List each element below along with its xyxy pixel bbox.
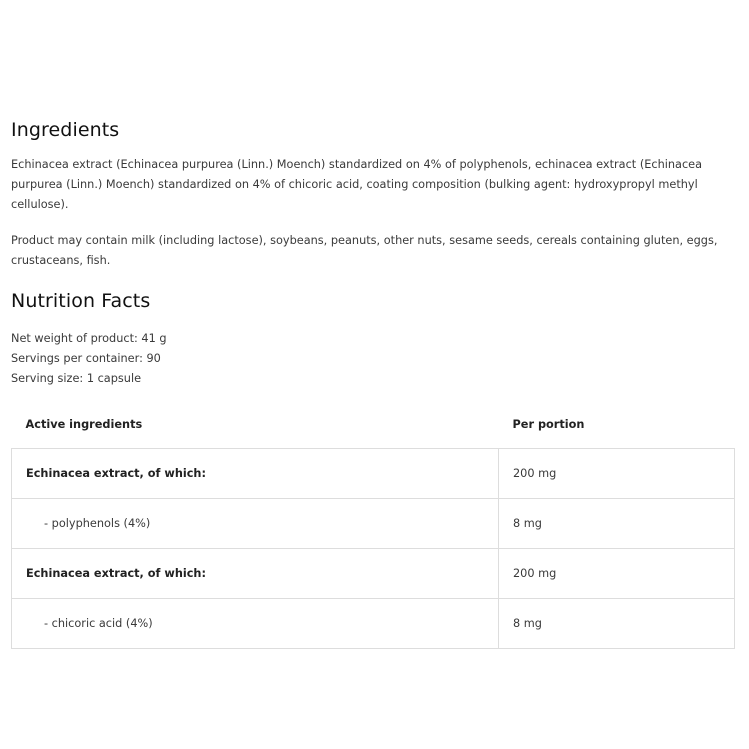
ingredients-heading: Ingredients — [11, 119, 120, 141]
ingredient-amount: 200 mg — [499, 549, 735, 599]
ingredient-name: - polyphenols (4%) — [12, 499, 499, 549]
table-header-row — [12, 400, 735, 449]
nutrition-facts-list — [11, 329, 734, 389]
table-row — [12, 499, 735, 549]
ingredient-name: Echinacea extract, of which: — [12, 549, 499, 599]
ingredient-amount: 8 mg — [499, 499, 735, 549]
servings-per-container: Servings per container: 90 — [11, 352, 161, 365]
nutrition-table — [11, 400, 735, 649]
ingredient-amount: 8 mg — [499, 599, 735, 649]
allergens-text: Product may contain milk (including lactose), soybeans, peanuts, other nuts, sesame seeds, cereals containing gluten, eggs, crustaceans, fish. — [11, 234, 718, 267]
nutrition-heading: Nutrition Facts — [11, 290, 151, 312]
column-header-per-portion: Per portion — [512, 417, 585, 431]
ingredient-name: Echinacea extract, of which: — [12, 449, 499, 499]
ingredient-amount: 200 mg — [499, 449, 735, 499]
ingredient-name: - chicoric acid (4%) — [12, 599, 499, 649]
table-row — [12, 599, 735, 649]
table-row — [12, 549, 735, 599]
net-weight: Net weight of product: 41 g — [11, 332, 167, 345]
product-info — [11, 117, 734, 649]
serving-size: Serving size: 1 capsule — [11, 372, 142, 385]
ingredients-text: Echinacea extract (Echinacea purpurea (Linn.) Moench) standardized on 4% of polyphenols, echinacea extract (Echinacea purpurea (Linn.) Moench) standardized on 4% of chicoric acid, coating composition (bulking agent: hydroxypropyl methyl cellulose). — [11, 158, 703, 211]
table-row — [12, 449, 735, 499]
column-header-active-ingredients: Active ingredients — [25, 417, 143, 431]
